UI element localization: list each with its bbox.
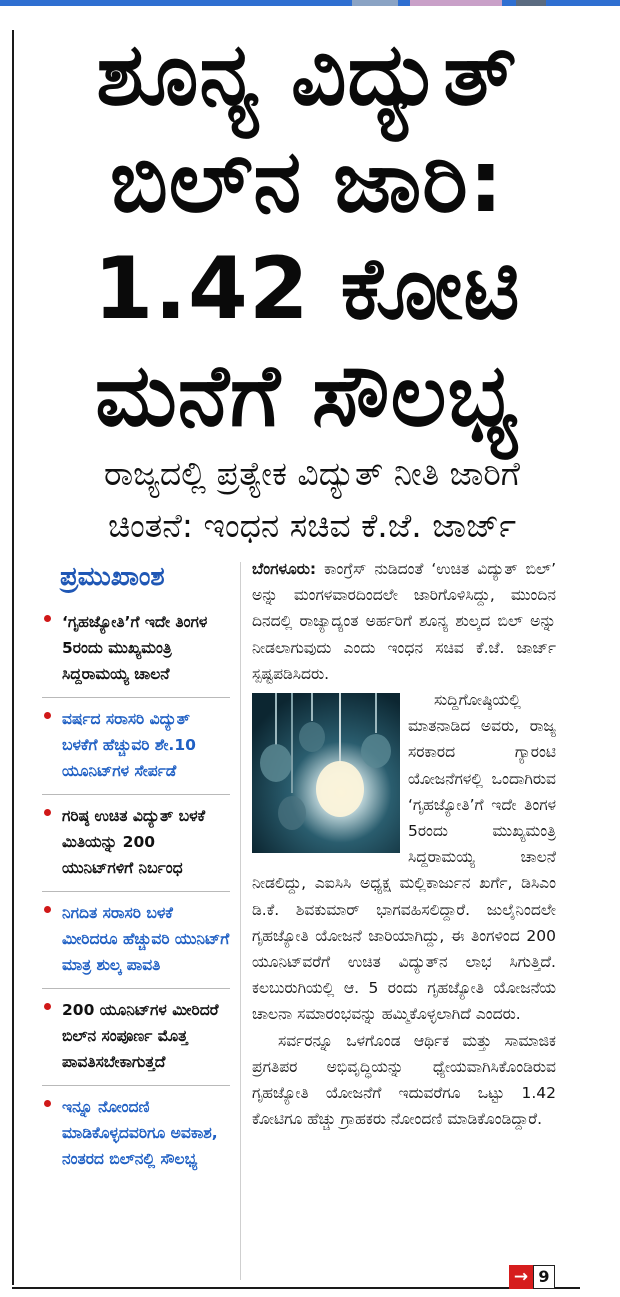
article-body xyxy=(252,556,556,1132)
dateline: ಬೆಂಗಳೂರು: xyxy=(252,560,317,578)
light-bulbs-photo xyxy=(252,693,400,853)
bullet-dot-icon xyxy=(44,906,51,913)
arrow-right-icon: → xyxy=(509,1265,533,1289)
subheadline xyxy=(22,448,602,552)
headline-line: ಶೂನ್ಯ ವಿದ್ಯುತ್ xyxy=(96,25,518,125)
bullet-dot-icon xyxy=(44,1100,51,1107)
highlight-item xyxy=(42,698,230,795)
article-paragraph xyxy=(252,556,556,687)
bottom-rule xyxy=(12,1287,580,1289)
bullet-dot-icon xyxy=(44,615,51,622)
highlights-box xyxy=(42,562,230,1182)
column-divider xyxy=(240,562,241,1280)
bullet-dot-icon xyxy=(44,1003,51,1010)
article-paragraph: ಸರ್ವರನ್ನೂ ಒಳಗೊಂಡ ಆರ್ಥಿಕ ಮತ್ತು ಸಾಮಾಜಿಕ ಪ್ರಗತಿಪರ ಅಭಿವೃದ್ಧಿಯನ್ನು ಧ್ಯೇಯವಾಗಿಸಿಕೊಂಡಿರುವ ಗೃಹಜ್ಯೋತಿ ಯೋಜನೆಗೆ ಇದುವರೆಗೂ ಒಟ್ಟು 1.42 ಕೋಟಿಗೂ ಹೆಚ್ಚು ಗ್ರಾಹಕರು ನೋಂದಣಿ ಮಾಡಿಕೊಂಡಿದ್ದಾರೆ. xyxy=(252,1031,556,1129)
highlights-title: ಪ್ರಮುಖಾಂಶ xyxy=(60,562,165,592)
highlight-text: ನಿಗದಿತ ಸರಾಸರಿ ಬಳಕೆ ಮೀರಿದರೂ ಹೆಚ್ಚುವರಿ ಯುನಿಟ್‌ಗೆ ಮಾತ್ರ ಶುಲ್ಕ ಪಾವತಿ xyxy=(62,904,230,974)
article-paragraph: ಸುದ್ದಿಗೋಷ್ಠಿಯಲ್ಲಿ ಮಾತನಾಡಿದ ಅವರು, ರಾಜ್ಯ ಸರಕಾರದ ಗ್ಯಾರಂಟಿ ಯೋಜನೆಗಳಲ್ಲಿ ಒಂದಾಗಿರುವ ‘ಗೃಹಜ್ಯೋತಿ’ಗೆ ಇದೇ ತಿಂಗಳ 5ರಂದು ಮುಖ್ಯಮಂತ್ರಿ ಸಿದ್ದರಾಮಯ್ಯ ಚಾಲನೆ ನೀಡಲಿದ್ದು, ಎಐಸಿಸಿ ಅಧ್ಯಕ್ಷ ಮಲ್ಲಿಕಾರ್ಜುನ ಖರ್ಗೆ, ಡಿಸಿಎಂ ಡಿ.ಕೆ. ಶಿವಕುಮಾರ್ ಭಾಗವಹಿಸಲಿದ್ದಾರೆ. ಜುಲೈನಿಂದಲೇ ಗೃಹಜ್ಯೋತಿ ಯೋಜನೆ ಜಾರಿಯಾಗಿದ್ದು, ಈ ತಿಂಗಳಿಂದ 200 ಯೂನಿಟ್‌ವರೆಗೆ ಉಚಿತ ವಿದ್ಯುತ್‌ನ ಲಾಭ ಸಿಗುತ್ತಿದೆ. ಕಲಬುರುಗಿಯಲ್ಲಿ ಆ. 5 ರಂದು ಗೃಹಜ್ಯೋತಿ ಯೋಜನೆಯ ಚಾಲನಾ ಸಮಾರಂಭವನ್ನು ಹಮ್ಮಿಕೊಳ್ಳಲಾಗಿದೆ ಎಂದರು. xyxy=(252,691,556,1024)
highlight-item xyxy=(42,1086,230,1182)
headline-line: ಬಿಲ್‌ನ ಜಾರಿ: xyxy=(109,132,505,232)
paragraph-text: ಕಾಂಗ್ರೆಸ್ ನುಡಿದಂತೆ ‘ಉಚಿತ ವಿದ್ಯುತ್ ಬಿಲ್’ ಅನ್ನು ಮಂಗಳವಾರದಿಂದಲೇ ಜಾರಿಗೊಳಿಸಿದ್ದು, ಮುಂದಿನ ದಿನದಲ್ಲಿ ರಾಜ್ಯಾದ್ಯಂತ ಅರ್ಹರಿಗೆ ಶೂನ್ಯ ಶುಲ್ಕದ ಬಿಲ್ ಅನ್ನು ನೀಡಲಾಗುವುದು ಎಂದು ಇಂಧನ ಸಚಿವ ಕೆ.ಜೆ. ಜಾರ್ಜ್ ಸ್ಪಷ್ಟಪಡಿಸಿದರು. xyxy=(252,560,557,683)
top-color-strip xyxy=(0,0,620,6)
highlight-text: ಗರಿಷ್ಠ ಉಚಿತ ವಿದ್ಯುತ್ ಬಳಕೆ ಮಿತಿಯನ್ನು 200 ಯುನಿಟ್‌ಗಳಿಗೆ ನಿರ್ಬಂಧ xyxy=(62,807,206,877)
subheadline-line: ರಾಜ್ಯದಲ್ಲಿ ಪ್ರತ್ಯೇಕ ವಿದ್ಯುತ್ ನೀತಿ ಜಾರಿಗೆ xyxy=(104,454,520,493)
highlight-text: 200 ಯೂನಿಟ್‌ಗಳ ಮೀರಿದರೆ ಬಿಲ್‌ನ ಸಂಪೂರ್ಣ ಮೊತ್ತ ಪಾವತಿಸಬೇಕಾಗುತ್ತದೆ xyxy=(62,1001,219,1071)
light-bulb-icon xyxy=(252,693,400,853)
highlight-text: ಇನ್ನೂ ನೋಂದಣಿ ಮಾಡಿಕೊಳ್ಳದವರಿಗೂ ಅವಕಾಶ, ನಂತರದ ಬಿಲ್‌ನಲ್ಲಿ ಸೌಲಭ್ಯ xyxy=(62,1098,218,1168)
highlight-text: ವರ್ಷದ ಸರಾಸರಿ ವಿದ್ಯುತ್ ಬಳಕೆಗೆ ಹೆಚ್ಚುವರಿ ಶೇ.10 ಯೂನಿಟ್‌ಗಳ ಸೇರ್ಪಡೆ xyxy=(62,710,196,780)
highlight-item xyxy=(42,892,230,989)
page-number: 9 xyxy=(533,1265,555,1289)
bullet-dot-icon xyxy=(44,712,51,719)
highlight-item xyxy=(42,989,230,1086)
subheadline-line: ಚಿಂತನೆ: ಇಂಧನ ಸಚಿವ ಕೆ.ಜೆ. ಜಾರ್ಜ್ xyxy=(107,506,517,545)
left-column-rule xyxy=(12,30,14,1285)
bullet-dot-icon xyxy=(44,809,51,816)
highlight-text: ‘ಗೃಹಜ್ಯೋತಿ’ಗೆ ಇದೇ ತಿಂಗಳ 5ರಂದು ಮುಖ್ಯಮಂತ್ರಿ ಸಿದ್ದರಾಮಯ್ಯ ಚಾಲನೆ xyxy=(62,613,208,683)
headline-line: ಮನೆಗೆ ಸೌಲಭ್ಯ xyxy=(95,346,519,446)
highlight-item xyxy=(42,601,230,698)
headline-line: 1.42 ಕೋಟಿ xyxy=(93,239,521,339)
highlight-item xyxy=(42,795,230,892)
headline xyxy=(22,22,592,450)
continued-page-reference[interactable] xyxy=(509,1265,555,1289)
